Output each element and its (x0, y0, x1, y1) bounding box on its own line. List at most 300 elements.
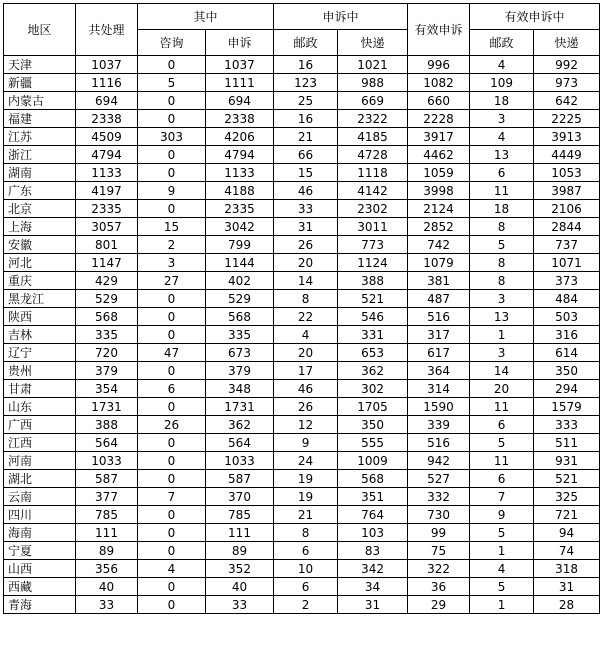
region-cell: 新疆 (4, 74, 76, 92)
consult-cell: 0 (138, 524, 206, 542)
valid-express-cell: 373 (534, 272, 600, 290)
express-cell: 555 (338, 434, 408, 452)
total-cell: 720 (76, 344, 138, 362)
complaint-cell: 362 (206, 416, 274, 434)
region-cell: 陕西 (4, 308, 76, 326)
region-cell: 甘肃 (4, 380, 76, 398)
complaint-cell: 402 (206, 272, 274, 290)
valid-cell: 332 (408, 488, 470, 506)
postal-cell: 2 (274, 596, 338, 614)
postal-cell: 26 (274, 236, 338, 254)
express-cell: 764 (338, 506, 408, 524)
express-cell: 331 (338, 326, 408, 344)
valid-cell: 314 (408, 380, 470, 398)
table-row (4, 470, 600, 488)
complaint-cell: 89 (206, 542, 274, 560)
valid-postal-cell: 8 (470, 218, 534, 236)
postal-cell: 9 (274, 434, 338, 452)
table-row (4, 308, 600, 326)
express-cell: 83 (338, 542, 408, 560)
complaint-cell: 2335 (206, 200, 274, 218)
complaint-cell: 799 (206, 236, 274, 254)
valid-express-cell: 325 (534, 488, 600, 506)
postal-cell: 16 (274, 110, 338, 128)
postal-cell: 22 (274, 308, 338, 326)
consult-cell: 4 (138, 560, 206, 578)
valid-postal-cell: 4 (470, 56, 534, 74)
total-cell: 2335 (76, 200, 138, 218)
valid-cell: 487 (408, 290, 470, 308)
total-cell: 388 (76, 416, 138, 434)
region-cell: 天津 (4, 56, 76, 74)
table-row (4, 560, 600, 578)
express-cell: 302 (338, 380, 408, 398)
table-row (4, 416, 600, 434)
complaint-cell: 1033 (206, 452, 274, 470)
region-cell: 青海 (4, 596, 76, 614)
postal-cell: 19 (274, 488, 338, 506)
postal-cell: 33 (274, 200, 338, 218)
valid-express-cell: 992 (534, 56, 600, 74)
express-cell: 2302 (338, 200, 408, 218)
region-cell: 海南 (4, 524, 76, 542)
header-postal: 邮政 (274, 30, 338, 56)
express-cell: 1118 (338, 164, 408, 182)
header-of-which: 其中 (138, 4, 274, 30)
header-complaint-of: 申诉中 (274, 4, 408, 30)
complaint-cell: 40 (206, 578, 274, 596)
valid-postal-cell: 7 (470, 488, 534, 506)
valid-express-cell: 737 (534, 236, 600, 254)
postal-cell: 8 (274, 290, 338, 308)
complaint-cell: 111 (206, 524, 274, 542)
consult-cell: 6 (138, 380, 206, 398)
region-cell: 吉林 (4, 326, 76, 344)
valid-cell: 660 (408, 92, 470, 110)
postal-cell: 8 (274, 524, 338, 542)
total-cell: 377 (76, 488, 138, 506)
region-cell: 浙江 (4, 146, 76, 164)
consult-cell: 0 (138, 110, 206, 128)
region-cell: 江西 (4, 434, 76, 452)
valid-postal-cell: 18 (470, 200, 534, 218)
complaint-cell: 348 (206, 380, 274, 398)
header-valid-of: 有效申诉中 (470, 4, 600, 30)
valid-cell: 1590 (408, 398, 470, 416)
postal-cell: 46 (274, 380, 338, 398)
consult-cell: 7 (138, 488, 206, 506)
table-row (4, 56, 600, 74)
header-valid-express: 快递 (534, 30, 600, 56)
express-cell: 4142 (338, 182, 408, 200)
complaint-cell: 3042 (206, 218, 274, 236)
express-cell: 342 (338, 560, 408, 578)
valid-cell: 322 (408, 560, 470, 578)
valid-express-cell: 931 (534, 452, 600, 470)
total-cell: 3057 (76, 218, 138, 236)
express-cell: 388 (338, 272, 408, 290)
complaints-table (3, 3, 600, 614)
table-row (4, 362, 600, 380)
total-cell: 1147 (76, 254, 138, 272)
postal-cell: 19 (274, 470, 338, 488)
valid-postal-cell: 3 (470, 344, 534, 362)
postal-cell: 14 (274, 272, 338, 290)
valid-cell: 617 (408, 344, 470, 362)
valid-postal-cell: 5 (470, 236, 534, 254)
consult-cell: 0 (138, 434, 206, 452)
valid-express-cell: 31 (534, 578, 600, 596)
complaint-cell: 673 (206, 344, 274, 362)
express-cell: 669 (338, 92, 408, 110)
consult-cell: 0 (138, 56, 206, 74)
valid-express-cell: 316 (534, 326, 600, 344)
table-row (4, 128, 600, 146)
complaint-cell: 4206 (206, 128, 274, 146)
total-cell: 33 (76, 596, 138, 614)
region-cell: 云南 (4, 488, 76, 506)
table-row (4, 92, 600, 110)
valid-express-cell: 614 (534, 344, 600, 362)
total-cell: 429 (76, 272, 138, 290)
region-cell: 山东 (4, 398, 76, 416)
postal-cell: 26 (274, 398, 338, 416)
complaint-cell: 529 (206, 290, 274, 308)
consult-cell: 0 (138, 326, 206, 344)
complaint-cell: 694 (206, 92, 274, 110)
table-row (4, 236, 600, 254)
postal-cell: 21 (274, 506, 338, 524)
total-cell: 1116 (76, 74, 138, 92)
express-cell: 653 (338, 344, 408, 362)
total-cell: 354 (76, 380, 138, 398)
total-cell: 1731 (76, 398, 138, 416)
table-row (4, 254, 600, 272)
total-cell: 564 (76, 434, 138, 452)
express-cell: 31 (338, 596, 408, 614)
valid-postal-cell: 11 (470, 452, 534, 470)
valid-postal-cell: 1 (470, 542, 534, 560)
valid-cell: 3998 (408, 182, 470, 200)
region-cell: 贵州 (4, 362, 76, 380)
valid-cell: 36 (408, 578, 470, 596)
express-cell: 2322 (338, 110, 408, 128)
consult-cell: 0 (138, 398, 206, 416)
postal-cell: 17 (274, 362, 338, 380)
valid-express-cell: 74 (534, 542, 600, 560)
valid-cell: 1082 (408, 74, 470, 92)
complaint-cell: 379 (206, 362, 274, 380)
valid-postal-cell: 3 (470, 110, 534, 128)
postal-cell: 4 (274, 326, 338, 344)
header-valid-postal: 邮政 (470, 30, 534, 56)
valid-postal-cell: 14 (470, 362, 534, 380)
consult-cell: 2 (138, 236, 206, 254)
complaint-cell: 4188 (206, 182, 274, 200)
table-row (4, 434, 600, 452)
valid-cell: 339 (408, 416, 470, 434)
valid-cell: 996 (408, 56, 470, 74)
valid-postal-cell: 1 (470, 596, 534, 614)
region-cell: 北京 (4, 200, 76, 218)
consult-cell: 47 (138, 344, 206, 362)
valid-express-cell: 503 (534, 308, 600, 326)
table-row (4, 74, 600, 92)
region-cell: 广东 (4, 182, 76, 200)
postal-cell: 24 (274, 452, 338, 470)
table-row (4, 542, 600, 560)
valid-express-cell: 2844 (534, 218, 600, 236)
complaint-cell: 1111 (206, 74, 274, 92)
valid-cell: 381 (408, 272, 470, 290)
region-cell: 福建 (4, 110, 76, 128)
consult-cell: 3 (138, 254, 206, 272)
total-cell: 4509 (76, 128, 138, 146)
total-cell: 2338 (76, 110, 138, 128)
postal-cell: 20 (274, 254, 338, 272)
valid-cell: 730 (408, 506, 470, 524)
table-row (4, 596, 600, 614)
valid-postal-cell: 11 (470, 398, 534, 416)
table-row (4, 146, 600, 164)
complaint-cell: 1731 (206, 398, 274, 416)
table-row (4, 578, 600, 596)
valid-postal-cell: 8 (470, 254, 534, 272)
header-region: 地区 (4, 4, 76, 56)
consult-cell: 0 (138, 470, 206, 488)
valid-postal-cell: 13 (470, 308, 534, 326)
region-cell: 河北 (4, 254, 76, 272)
express-cell: 521 (338, 290, 408, 308)
valid-cell: 364 (408, 362, 470, 380)
complaint-cell: 564 (206, 434, 274, 452)
valid-cell: 2852 (408, 218, 470, 236)
valid-express-cell: 521 (534, 470, 600, 488)
table-row (4, 200, 600, 218)
valid-postal-cell: 8 (470, 272, 534, 290)
complaint-cell: 4794 (206, 146, 274, 164)
header-total: 共处理 (76, 4, 138, 56)
table-row (4, 326, 600, 344)
complaint-cell: 1144 (206, 254, 274, 272)
table-row (4, 290, 600, 308)
table-row (4, 488, 600, 506)
table-row (4, 218, 600, 236)
valid-postal-cell: 13 (470, 146, 534, 164)
total-cell: 1033 (76, 452, 138, 470)
total-cell: 335 (76, 326, 138, 344)
complaint-cell: 370 (206, 488, 274, 506)
valid-express-cell: 642 (534, 92, 600, 110)
consult-cell: 0 (138, 578, 206, 596)
region-cell: 湖南 (4, 164, 76, 182)
table-row (4, 272, 600, 290)
consult-cell: 0 (138, 92, 206, 110)
complaint-cell: 1133 (206, 164, 274, 182)
region-cell: 内蒙古 (4, 92, 76, 110)
complaint-cell: 587 (206, 470, 274, 488)
express-cell: 988 (338, 74, 408, 92)
valid-cell: 3917 (408, 128, 470, 146)
valid-express-cell: 2225 (534, 110, 600, 128)
region-cell: 西藏 (4, 578, 76, 596)
valid-express-cell: 28 (534, 596, 600, 614)
region-cell: 河南 (4, 452, 76, 470)
header-row-1 (4, 4, 600, 30)
valid-cell: 2228 (408, 110, 470, 128)
consult-cell: 26 (138, 416, 206, 434)
region-cell: 四川 (4, 506, 76, 524)
express-cell: 1705 (338, 398, 408, 416)
region-cell: 安徽 (4, 236, 76, 254)
valid-express-cell: 1579 (534, 398, 600, 416)
postal-cell: 66 (274, 146, 338, 164)
consult-cell: 0 (138, 542, 206, 560)
express-cell: 1009 (338, 452, 408, 470)
express-cell: 34 (338, 578, 408, 596)
express-cell: 1124 (338, 254, 408, 272)
total-cell: 4197 (76, 182, 138, 200)
valid-express-cell: 333 (534, 416, 600, 434)
valid-cell: 29 (408, 596, 470, 614)
express-cell: 103 (338, 524, 408, 542)
postal-cell: 16 (274, 56, 338, 74)
complaint-cell: 2338 (206, 110, 274, 128)
express-cell: 546 (338, 308, 408, 326)
table-row (4, 182, 600, 200)
region-cell: 宁夏 (4, 542, 76, 560)
valid-express-cell: 2106 (534, 200, 600, 218)
consult-cell: 0 (138, 146, 206, 164)
postal-cell: 21 (274, 128, 338, 146)
total-cell: 1037 (76, 56, 138, 74)
consult-cell: 303 (138, 128, 206, 146)
consult-cell: 0 (138, 452, 206, 470)
valid-cell: 942 (408, 452, 470, 470)
consult-cell: 27 (138, 272, 206, 290)
total-cell: 529 (76, 290, 138, 308)
table-row (4, 524, 600, 542)
valid-cell: 317 (408, 326, 470, 344)
express-cell: 4185 (338, 128, 408, 146)
total-cell: 379 (76, 362, 138, 380)
valid-postal-cell: 11 (470, 182, 534, 200)
postal-cell: 15 (274, 164, 338, 182)
valid-postal-cell: 18 (470, 92, 534, 110)
postal-cell: 46 (274, 182, 338, 200)
consult-cell: 0 (138, 290, 206, 308)
valid-postal-cell: 20 (470, 380, 534, 398)
total-cell: 694 (76, 92, 138, 110)
express-cell: 362 (338, 362, 408, 380)
valid-express-cell: 1053 (534, 164, 600, 182)
valid-postal-cell: 6 (470, 416, 534, 434)
postal-cell: 10 (274, 560, 338, 578)
consult-cell: 0 (138, 308, 206, 326)
valid-express-cell: 721 (534, 506, 600, 524)
express-cell: 773 (338, 236, 408, 254)
valid-postal-cell: 6 (470, 164, 534, 182)
valid-postal-cell: 9 (470, 506, 534, 524)
consult-cell: 5 (138, 74, 206, 92)
region-cell: 重庆 (4, 272, 76, 290)
consult-cell: 0 (138, 362, 206, 380)
postal-cell: 6 (274, 578, 338, 596)
valid-cell: 516 (408, 434, 470, 452)
express-cell: 350 (338, 416, 408, 434)
valid-express-cell: 350 (534, 362, 600, 380)
valid-express-cell: 318 (534, 560, 600, 578)
region-cell: 湖北 (4, 470, 76, 488)
total-cell: 111 (76, 524, 138, 542)
express-cell: 351 (338, 488, 408, 506)
valid-cell: 75 (408, 542, 470, 560)
postal-cell: 6 (274, 542, 338, 560)
consult-cell: 0 (138, 596, 206, 614)
total-cell: 1133 (76, 164, 138, 182)
valid-cell: 99 (408, 524, 470, 542)
postal-cell: 12 (274, 416, 338, 434)
postal-cell: 25 (274, 92, 338, 110)
region-cell: 上海 (4, 218, 76, 236)
valid-postal-cell: 5 (470, 524, 534, 542)
valid-postal-cell: 5 (470, 434, 534, 452)
express-cell: 1021 (338, 56, 408, 74)
postal-cell: 20 (274, 344, 338, 362)
table-row (4, 110, 600, 128)
region-cell: 黑龙江 (4, 290, 76, 308)
total-cell: 587 (76, 470, 138, 488)
region-cell: 辽宁 (4, 344, 76, 362)
valid-postal-cell: 4 (470, 560, 534, 578)
valid-express-cell: 3913 (534, 128, 600, 146)
consult-cell: 0 (138, 506, 206, 524)
postal-cell: 123 (274, 74, 338, 92)
valid-express-cell: 294 (534, 380, 600, 398)
valid-cell: 527 (408, 470, 470, 488)
table-row (4, 398, 600, 416)
total-cell: 801 (76, 236, 138, 254)
valid-postal-cell: 109 (470, 74, 534, 92)
total-cell: 4794 (76, 146, 138, 164)
valid-cell: 2124 (408, 200, 470, 218)
complaint-cell: 785 (206, 506, 274, 524)
express-cell: 568 (338, 470, 408, 488)
valid-cell: 516 (408, 308, 470, 326)
consult-cell: 15 (138, 218, 206, 236)
valid-postal-cell: 4 (470, 128, 534, 146)
complaint-cell: 33 (206, 596, 274, 614)
region-cell: 广西 (4, 416, 76, 434)
consult-cell: 0 (138, 164, 206, 182)
complaint-cell: 335 (206, 326, 274, 344)
consult-cell: 0 (138, 200, 206, 218)
valid-express-cell: 484 (534, 290, 600, 308)
valid-cell: 1079 (408, 254, 470, 272)
header-express: 快递 (338, 30, 408, 56)
valid-express-cell: 3987 (534, 182, 600, 200)
valid-cell: 4462 (408, 146, 470, 164)
total-cell: 356 (76, 560, 138, 578)
table-row (4, 164, 600, 182)
total-cell: 40 (76, 578, 138, 596)
valid-postal-cell: 5 (470, 578, 534, 596)
valid-express-cell: 94 (534, 524, 600, 542)
valid-express-cell: 973 (534, 74, 600, 92)
valid-postal-cell: 3 (470, 290, 534, 308)
region-cell: 山西 (4, 560, 76, 578)
region-cell: 江苏 (4, 128, 76, 146)
